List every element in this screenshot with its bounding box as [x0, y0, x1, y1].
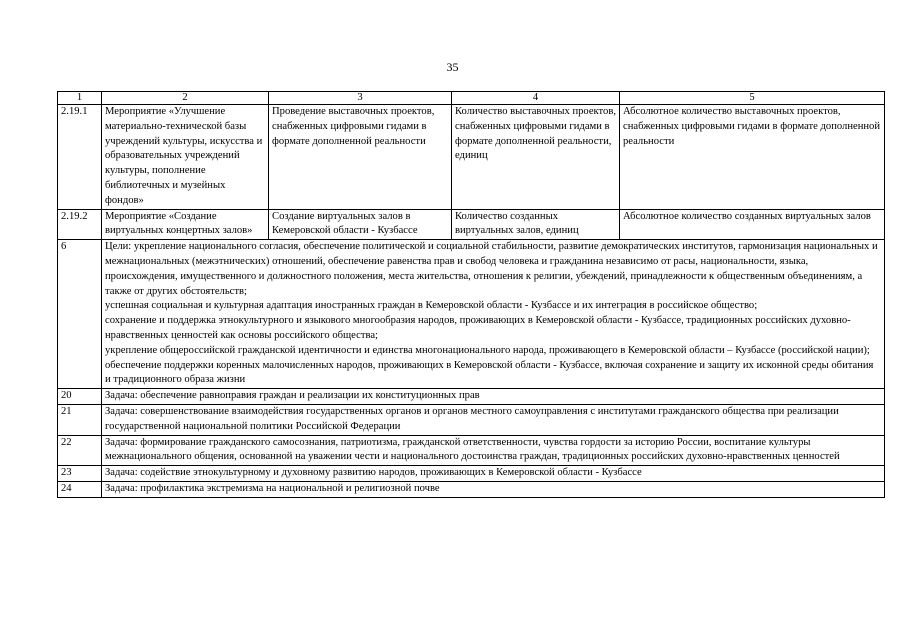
task-row — [58, 481, 885, 497]
event-name: Мероприятие «Создание виртуальных концертных залов» — [102, 209, 269, 240]
row-number: 23 — [58, 466, 102, 482]
indicator-name: Количество выставочных проектов, снабженных цифровыми гидами в формате дополненной реальности, единиц — [452, 105, 620, 210]
task-row — [58, 435, 885, 466]
event-result: Создание виртуальных залов в Кемеровской области - Кузбассе — [269, 209, 452, 240]
goal-line: обеспечение поддержки коренных малочисленных народов, проживающих в Кемеровской области - Кузбассе, включая сохранение и защиту их исконной среды обитания и традиционного образа жизни — [105, 359, 874, 386]
goal-line: успешная социальная и культурная адаптация иностранных граждан в Кемеровской области - Кузбассе и их интеграция в российское общество; — [105, 300, 758, 312]
task-row — [58, 404, 885, 435]
row-number: 2.19.1 — [58, 105, 102, 210]
event-name: Мероприятие «Улучшение материально-технической базы учреждений культуры, искусства и образовательных учреждений культуры, пополнение библиотечных и музейных фондов» — [102, 105, 269, 210]
header-cell: 3 — [269, 92, 452, 105]
row-number: 2.19.2 — [58, 209, 102, 240]
indicator-name: Количество созданных виртуальных залов, единиц — [452, 209, 620, 240]
header-cell: 5 — [620, 92, 885, 105]
row-number: 6 — [58, 240, 102, 389]
table-row — [58, 209, 885, 240]
row-number: 22 — [58, 435, 102, 466]
task-row — [58, 389, 885, 405]
task-text: Задача: обеспечение равноправия граждан и реализации их конституционных прав — [102, 389, 885, 405]
row-number: 20 — [58, 389, 102, 405]
task-text: Задача: профилактика экстремизма на национальной и религиозной почве — [102, 481, 885, 497]
indicator-method: Абсолютное количество выставочных проектов, снабженных цифровыми гидами в формате дополненной реальности — [620, 105, 885, 210]
program-table — [57, 91, 885, 498]
task-text: Задача: совершенствование взаимодействия государственных органов и органов местного самоуправления с институтами гражданского общества при реализации государственной национальной политики Российской Федерации — [102, 404, 885, 435]
page-number: 35 — [446, 60, 459, 74]
goal-row — [58, 240, 885, 389]
row-number: 24 — [58, 481, 102, 497]
row-number: 21 — [58, 404, 102, 435]
header-cell: 4 — [452, 92, 620, 105]
goal-text — [102, 240, 885, 389]
goal-line: укрепление общероссийской гражданской идентичности и единства многонационального народа, проживающего в Кемеровской области – Кузбассе (российской нации); — [105, 344, 870, 356]
table-row — [58, 105, 885, 210]
header-cell: 1 — [58, 92, 102, 105]
header-cell: 2 — [102, 92, 269, 105]
task-text: Задача: содействие этнокультурному и духовному развитию народов, проживающих в Кемеровской области - Кузбассе — [102, 466, 885, 482]
task-text: Задача: формирование гражданского самосознания, патриотизма, гражданской ответственности, чувства гордости за историю России, воспитание культуры межнационального общения, основанной на уважении чести и национального достоинства граждан, традиционных российских духовно-нравственных ценностей — [102, 435, 885, 466]
indicator-method: Абсолютное количество созданных виртуальных залов — [620, 209, 885, 240]
task-row — [58, 466, 885, 482]
goal-line: сохранение и поддержка этнокультурного и языкового многообразия народов, проживающих в Кемеровской области - Кузбассе, традиционных российских духовно-нравственных ценностей как основы российского общества; — [105, 315, 851, 341]
header-row — [58, 92, 885, 105]
event-result: Проведение выставочных проектов, снабженных цифровыми гидами в формате дополненной реальности — [269, 105, 452, 210]
goal-line: Цели: укрепление национального согласия, обеспечение политической и социальной стабильности, развитие демократических институтов, гармонизация национальных и межнациональных (межэтнических) отношений, обеспечение равенства прав и свобод человека и гражданина независимо от расы, национальности, языка, происхождения, имущественного и должностного положения, места жительства, отношения к религии, убеждений, принадлежности к общественным объединениям, а также от других обстоятельств; — [105, 241, 878, 297]
